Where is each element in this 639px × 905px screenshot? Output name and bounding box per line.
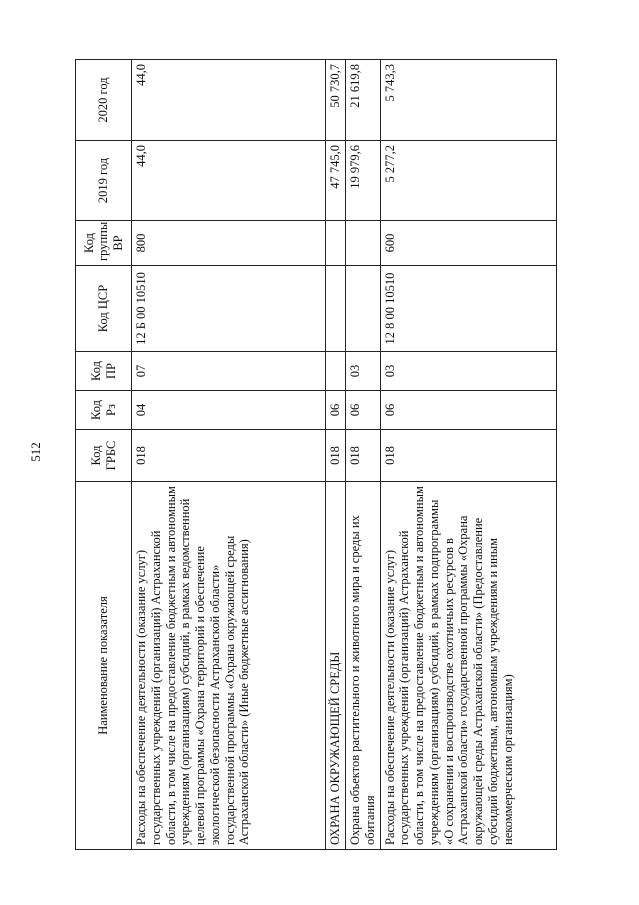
- cell-name: Охрана объектов растительного и животного мира и среды их обитания: [346, 482, 381, 850]
- cell-csr: [346, 266, 381, 352]
- cell-rz: 06: [346, 391, 381, 430]
- cell-vr: [326, 221, 346, 266]
- cell-grbs: 018: [346, 430, 381, 482]
- table-row: [346, 60, 381, 850]
- cell-vr: 800: [132, 221, 326, 266]
- cell-grbs: 018: [380, 430, 557, 482]
- header-2019: 2019 год: [76, 141, 132, 221]
- cell-2020: 50 730,7: [326, 60, 346, 141]
- cell-csr: [326, 266, 346, 352]
- rotated-table-wrapper: [75, 60, 557, 850]
- header-pr: Код ПР: [76, 352, 132, 391]
- cell-grbs: 018: [326, 430, 346, 482]
- cell-2020: 44,0: [132, 60, 326, 141]
- cell-name: Расходы на обеспечение деятельности (оказание услуг) государственных учреждений (организаций) Астраханской области, в том числе на предоставление бюджетным и автономным учреждениям (организациям) субсидий, в рамках подпрограммы «О сохранении и воспроизводстве охотничьих ресурсов в Астраханской области» государственной программы «Охрана окружающей среды Астраханской области» (Предоставление субсидий бюджетным, автономным учреждениям и иным некоммерческим организациям): [380, 482, 557, 850]
- cell-2019: 19 979,6: [346, 141, 381, 221]
- cell-2020: 21 619,8: [346, 60, 381, 141]
- header-csr: Код ЦСР: [76, 266, 132, 352]
- budget-table: [75, 59, 557, 850]
- page-number: 512: [28, 442, 43, 462]
- cell-name: ОХРАНА ОКРУЖАЮЩЕЙ СРЕДЫ: [326, 482, 346, 850]
- header-rz: Код Рз: [76, 391, 132, 430]
- header-grbs: Код ГРБС: [76, 430, 132, 482]
- cell-rz: 06: [380, 391, 557, 430]
- cell-2019: 5 277,2: [380, 141, 557, 221]
- cell-csr: 12 8 00 10510: [380, 266, 557, 352]
- table-header-row: [76, 60, 132, 850]
- cell-vr: 600: [380, 221, 557, 266]
- cell-2019: 44,0: [132, 141, 326, 221]
- cell-rz: 06: [326, 391, 346, 430]
- header-name: Наименование показателя: [76, 482, 132, 850]
- cell-pr: 03: [380, 352, 557, 391]
- cell-2019: 47 745,0: [326, 141, 346, 221]
- table-row: [132, 60, 326, 850]
- cell-pr: 03: [346, 352, 381, 391]
- cell-2020: 5 743,3: [380, 60, 557, 141]
- table-row: [380, 60, 557, 850]
- cell-pr: [326, 352, 346, 391]
- table-row: [326, 60, 346, 850]
- cell-rz: 04: [132, 391, 326, 430]
- cell-csr: 12 Б 00 10510: [132, 266, 326, 352]
- cell-name: Расходы на обеспечение деятельности (оказание услуг) государственных учреждений (организаций) Астраханской области, в том числе на предоставление бюджетным и автономным учреждениям (организациям) субсидий, в рамках ведомственной целевой программы «Охрана территорий и обеспечение экологической безопасности Астраханской области» государственной программы «Охрана окружающей среды Астраханской области» (Иные бюджетные ассигнования): [132, 482, 326, 850]
- cell-pr: 07: [132, 352, 326, 391]
- header-2020: 2020 год: [76, 60, 132, 141]
- header-vr: Код группы ВР: [76, 221, 132, 266]
- cell-grbs: 018: [132, 430, 326, 482]
- cell-vr: [346, 221, 381, 266]
